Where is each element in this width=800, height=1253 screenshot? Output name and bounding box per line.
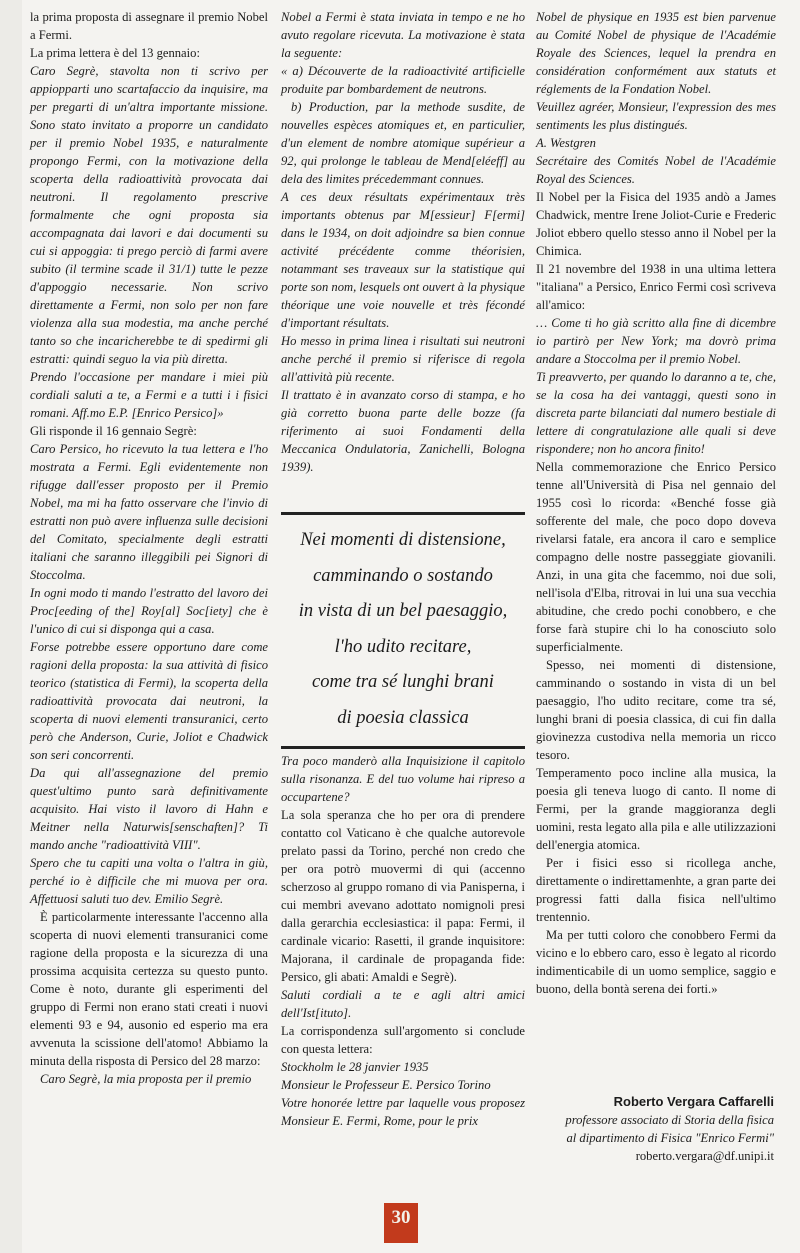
pull-quote-line: camminando o sostando <box>313 565 493 586</box>
author-name: Roberto Vergara Caffarelli <box>613 1094 774 1109</box>
paragraph: È particolarmente interessante l'accenno alla scoperta di nuovi elementi transuranici come ragione della proposta e la sicurezza di una prossima acquisita certezza su questo punto. Come è noto, durante gli esperimenti del gruppo di Fermi non erano stati creati i nuovi elementi 93 e 94, ausonio ed esperio ma era avvenuta la scissione dell'atomo! Abbiamo la minuta della risposta di Persico del 28 marzo: <box>30 910 268 1068</box>
paragraph: Nella commemorazione che Enrico Persico tenne all'Università di Pisa nel gennaio del 1955 così lo ricorda: «Benché fosse già sofferente del male, che poco dopo doveva rivelarsi fatale, era ancora il caro e semplice compagno delle nostre passeggiate giovanili. Anzi, in una gita che facemmo, noi due soli, nell'isola d'Elba, ritrovai in lui una sua vecchia abitudine, che credo pochi conobbero, e che forse farà stupire chi lo ha conosciuto solo superficialmente. <box>536 460 776 654</box>
paragraph: La prima lettera è del 13 gennaio: <box>30 46 200 60</box>
paragraph: Caro Persico, ho ricevuto la tua lettera e l'ho mostrata a Fermi. Egli evidentemente non rifugge dall'esser proposto per il Premio Nobel, ma mi ha fatto osservare che l'invio di estratti non può avere influenza sulle decisioni del Comitato, specialmente degli estratti italiani che saranno illeggibili pei Signori di Stoccolma. <box>30 442 268 582</box>
paragraph: Spero che tu capiti una volta o l'altra in giù, perché io è difficile che mi muova per ora. Affettuosi saluti tuo dev. Emilio Segrè. <box>30 856 268 906</box>
author-role: professore associato di Storia della fisica <box>565 1113 774 1127</box>
paragraph: Spesso, nei momenti di distensione, camminando o sostando in vista di un bel paesaggio, l'ho udito recitare, come tra sé, lunghi brani di poesia classica, di cui fin dalla giovinezza custodiva nella memoria un ricco tesoro. <box>536 658 776 762</box>
paragraph: Veuillez agréer, Monsieur, l'expression des mes sentiments les plus distingués. <box>536 100 776 132</box>
pull-quote-line: di poesia classica <box>337 707 469 728</box>
paragraph: Ma per tutti coloro che conobbero Fermi da vicino e lo ebbero caro, esso è legato al ricordo indimenticabile di un uomo semplice, saggio e buono, della bontà serena dei forti.» <box>536 928 776 996</box>
paragraph: Nobel a Fermi è stata inviata in tempo e ne ho avuto regolare ricevuta. La motivazione è stata la seguente: <box>281 10 525 60</box>
paragraph: la prima proposta di assegnare il premio Nobel a Fermi. <box>30 10 268 42</box>
paragraph: Votre honorée lettre par laquelle vous proposez Monsieur E. Fermi, Rome, pour le prix <box>281 1096 525 1128</box>
paragraph: La sola speranza che ho per ora di prendere contatto col Vaticano è che qualche autorevole prelato passi da Torino, perché non credo che per ora potrò muovermi di qui (accenno scherzoso al gruppo romano di via Panisperna, i cui membri avevano adottato nomignoli presi dalla gerarchia ecclesiastica: il papa: Fermi, il cardinale vicario: Rasetti, il grande inquisitore: Majorana, il cardinale de propaganda fide: Persico, gli abati: Amaldi e Segrè). <box>281 808 525 984</box>
paragraph: « a) Découverte de la radioactivité artificielle produite par bombardement de neutrons. <box>281 64 525 96</box>
paragraph: Ho messo in prima linea i risultati sui neutroni anche perché il premio si riferisce di regola all'attività più recente. <box>281 334 525 384</box>
pull-quote-line: Nei momenti di distensione, <box>300 530 506 550</box>
paragraph: Monsieur le Professeur E. Persico Torino <box>281 1078 491 1092</box>
paragraph: Caro Segrè, la mia proposta per il premio <box>40 1072 252 1086</box>
pull-quote-line: in vista di un bel paesaggio, <box>298 601 508 621</box>
paragraph: Temperamento poco incline alla musica, la poesia gli teneva luogo di canto. Il nome di Fermi, per la grande maggioranza degli uomini, resta legato alla pila e alle utilizzazioni dell'energia atomica. <box>536 766 776 852</box>
left-margin-strip <box>0 0 22 1253</box>
page-number: 30 <box>384 1203 418 1243</box>
paragraph: b) Production, par la methode susdite, de nouvelles espèces atomiques et, en particulier, d'un element de nombre atomique supérieur a 92, qui prolonge le tableau de Mend[eléeff] au dela des limites précedemmant connues. <box>281 100 525 186</box>
paragraph: Nobel de physique en 1935 est bien parvenue au Comité Nobel de physique de l'Académie Royale des Sciences, lequel la prendra en considération conformément aux statuts et réglements de la Fondation Nobel. <box>536 10 776 96</box>
paragraph: Secrétaire des Comités Nobel de l'Académie Royal des Sciences. <box>536 154 776 186</box>
paragraph: A. Westgren <box>536 136 596 150</box>
pull-quote-line: come tra sé lunghi brani <box>312 672 494 692</box>
pull-quote <box>281 512 525 749</box>
author-department: al dipartimento di Fisica "Enrico Fermi" <box>566 1131 774 1145</box>
paragraph: Il Nobel per la Fisica del 1935 andò a James Chadwick, mentre Irene Joliot-Curie e Frederic Joliot ebbero quello stesso anno il Nobel per la Chimica. <box>536 190 776 258</box>
paragraph: Caro Segrè, stavolta non ti scrivo per appiopparti uno scartafaccio da inquisire, ma per pregarti di un'altra importante missione. Sono stato invitato a proporre un candidato per il premio Nobel 1935, e naturalmente propongo Fermi, con la motivazione della scoperta della radioattività provocata dai neutroni. Il regolamento prescrive formalmente che ogni proposta sia accompagnata dai lavori e dai documenti su cui si appoggia: ti prego perciò di farmi avere subito (il termine scade il 31/1) tutte le pezze d'appoggio necessarie. Non scrivo direttamente a Fermi, non solo per non fare violenza alla sua modestia, ma anche perché tanto so che incaricherebbe te di spedirmi gli estratti: quindi seguo la via più diretta. <box>30 64 268 366</box>
paragraph: Da qui all'assegnazione del premio quest'ultimo punto sarà definitivamente acquisito. Hai visto il lavoro di Hahn e Meitner nella Naturwis[senschaften]? Ti mando anche "radioattività VIII". <box>30 766 268 852</box>
paragraph: La corrispondenza sull'argomento si conclude con questa lettera: <box>281 1024 525 1056</box>
text-column-right <box>536 8 776 998</box>
paragraph: Per i fisici esso si ricollega anche, direttamente o indirettamenhte, a gran parte dei progressi fatti dalla fisica nell'ultimo trentennio. <box>536 856 776 924</box>
text-column-middle-lower <box>281 752 525 1130</box>
paragraph: A ces deux résultats expérimentaux très importants obtenus par M[essieur] F[ermi] dans le 1934, on doit adjoindre sa bien connue activité précédente comme théorisien, notammant ses traveaux sur la statistique qui porte son nom, lesquels ont ouvert à la physique théorique une voie nouvelle et très fécondé d'important résultats. <box>281 190 525 330</box>
author-email: roberto.vergara@df.unipi.it <box>635 1149 774 1163</box>
author-signature <box>474 1092 774 1165</box>
text-column-middle <box>281 8 525 476</box>
paragraph: Stockholm le 28 janvier 1935 <box>281 1060 429 1074</box>
paragraph: Gli risponde il 16 gennaio Segrè: <box>30 424 197 438</box>
text-column-left <box>30 8 268 1088</box>
paragraph: Saluti cordiali a te e agli altri amici dell'Ist[ituto]. <box>281 988 525 1020</box>
paragraph: … Come ti ho già scritto alla fine di dicembre io partirò per New York; ma dovrò prima andare a Stoccolma per il premio Nobel. <box>536 316 776 366</box>
paragraph: Forse potrebbe essere opportuno dare come ragioni della proposta: la sua attività di fisico teorico (statistica di Fermi), la scoperta della radioattività provocata dai neutroni, la scoperta di nuovi elementi transuranici, certo però che Anderson, Curie, Joliot e Chadwick son seri concorrenti. <box>30 640 268 762</box>
paragraph: Il 21 novembre del 1938 in una ultima lettera "italiana" a Persico, Enrico Fermi così scriveva all'amico: <box>536 262 776 312</box>
paragraph: Il trattato è in avanzato corso di stampa, e ho già corretto buona parte delle bozze (fa riferimento ai suoi Fondamenti della Meccanica Ondulatoria, Zanichelli, Bologna 1939). <box>281 388 525 474</box>
paragraph: Tra poco manderò alla Inquisizione il capitolo sulla risonanza. E del tuo volume hai ripreso a occupartene? <box>281 754 525 804</box>
pull-quote-line: l'ho udito recitare, <box>334 636 472 657</box>
paragraph: In ogni modo ti mando l'estratto del lavoro dei Proc[eeding of the] Roy[al] Soc[iety] che è l'unico di cui si disponga qui a casa. <box>30 586 268 636</box>
paragraph: Ti preavverto, per quando lo daranno a te, che, se la cosa ha dei vantaggi, questi sono in discreta parte bilanciati dal numero bestiale di lettere di congratulazione alle quali si deve rispondere; non ho ancora finito! <box>536 370 776 456</box>
paragraph: Prendo l'occasione per mandare i miei più cordiali saluti a te, a Fermi e a tutti i i fisici romani. Aff.mo E.P. [Enrico Persico]» <box>30 370 268 420</box>
